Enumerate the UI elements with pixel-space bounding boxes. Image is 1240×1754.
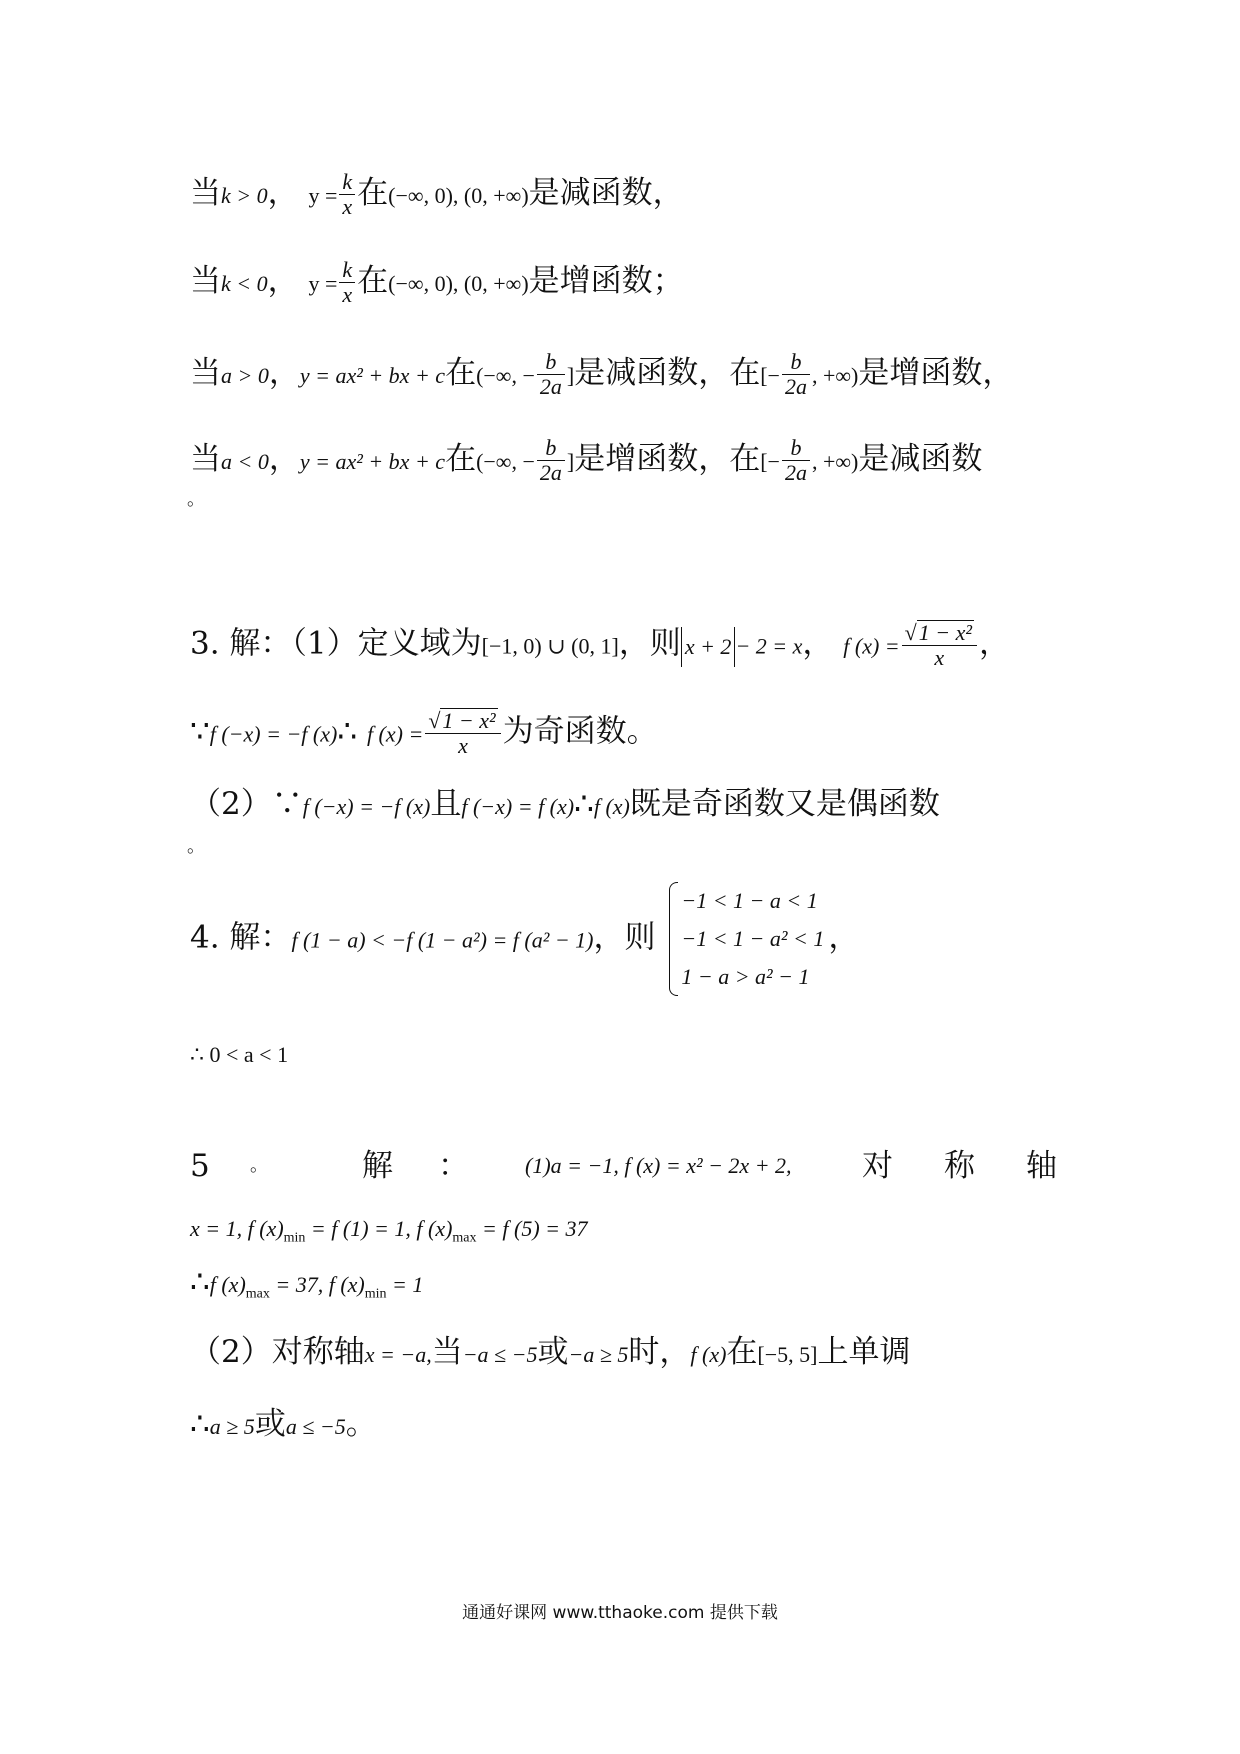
text-mid: 是增函数，在 — [574, 441, 761, 477]
p3-label: 3. 解：（1）定义域为 — [190, 625, 482, 662]
fraction-b-2a — [782, 436, 810, 485]
fraction-sqrt — [425, 708, 500, 758]
abs-tail: − 2 = x — [735, 633, 803, 659]
frac-num: b — [537, 350, 565, 375]
text-dang: 当 — [190, 355, 221, 391]
system-row: −1 < 1 − a < 1 — [681, 888, 818, 913]
frac-num: b — [782, 350, 810, 375]
text-or: 或 — [537, 1334, 569, 1370]
problem-5-answer — [190, 1404, 377, 1447]
text-or: 或 — [254, 1406, 286, 1442]
therefore-symbol: ∴ — [337, 713, 358, 750]
text-when: 当 — [431, 1334, 463, 1370]
fx: f (x) — [593, 794, 630, 819]
cond2: −a ≥ 5 — [568, 1342, 629, 1367]
p4-label: 4. 解： — [190, 919, 292, 956]
text-tail: 是增函数； — [528, 263, 684, 299]
sqrt-content: 1 − x² — [918, 620, 972, 645]
domain: (−∞, 0), (0, +∞) — [388, 183, 529, 208]
inequality-system — [669, 882, 824, 996]
p5-dot: 。 — [250, 1155, 268, 1176]
f-lhs: f (x) = — [366, 721, 424, 747]
therefore-symbol: ∴ — [574, 786, 594, 822]
frac-num: k — [339, 258, 355, 283]
text-time: 时， — [628, 1334, 691, 1370]
domain: (−∞, 0), (0, +∞) — [388, 271, 529, 296]
text-zai: 在 — [357, 263, 389, 299]
text-tail: 上单调 — [817, 1334, 911, 1370]
comma: ， — [802, 625, 834, 662]
eq1: f (−x) = −f (x) — [302, 794, 431, 819]
interval: [−5, 5] — [757, 1342, 818, 1367]
fx: f (x) — [690, 1342, 727, 1367]
char-dui: 对 — [862, 1148, 893, 1184]
interval-right: , +∞) — [811, 363, 859, 388]
quadratic: y = ax² + bx + c — [299, 449, 446, 474]
p5-colon: ： — [438, 1148, 469, 1184]
text-tail: 是减函数， — [528, 175, 684, 211]
p5-num: 5 — [190, 1148, 210, 1184]
interval-left: [− — [760, 363, 780, 388]
frac-den: 2a — [539, 374, 562, 399]
expr-part: x = 1, f (x) — [190, 1216, 284, 1241]
comma: ， — [978, 625, 1010, 662]
comma: ， — [828, 919, 860, 956]
cond1: −a ≤ −5 — [462, 1342, 538, 1367]
frac-den: 2a — [784, 374, 807, 399]
text-then: ，则 — [593, 919, 656, 956]
f-lhs: f (x) = — [843, 633, 900, 659]
p4-ineq: f (1 − a) < −f (1 − a²) = f (a² − 1) — [291, 927, 594, 953]
text-tail: 是减函数 — [858, 441, 983, 477]
text-tail: 是增函数， — [858, 355, 1014, 391]
interval-left: (−∞, − — [476, 363, 535, 388]
p5-expr: (1)a = −1, f (x) = x² − 2x + 2, — [525, 1153, 792, 1178]
expr-part: f (x) — [209, 1272, 246, 1297]
frac-num: b — [537, 436, 565, 461]
text-mid: 是减函数，在 — [574, 355, 761, 391]
text-then: ，则 — [618, 625, 681, 662]
subscript: max — [452, 1230, 477, 1246]
text-zai: 在 — [357, 175, 389, 211]
frac-num: b — [782, 436, 810, 461]
frac-den: x — [458, 733, 468, 758]
subscript: max — [245, 1286, 270, 1302]
end-mark: 。 — [345, 1406, 377, 1442]
fraction-k-x — [339, 258, 355, 307]
expr-part: = f (5) = 37 — [476, 1216, 588, 1241]
subscript: min — [283, 1230, 306, 1246]
p3-part2-label: （2）∵ — [190, 786, 303, 822]
frac-num: √1 − x² — [425, 708, 500, 734]
since-symbol: ∵ — [190, 713, 210, 750]
line-a-positive — [190, 350, 1013, 399]
interval-right: ] — [566, 449, 575, 474]
comma: ， — [267, 263, 299, 299]
p5-minmax — [190, 1216, 588, 1246]
cond2: a ≤ −5 — [285, 1414, 346, 1439]
cond1: a ≥ 5 — [209, 1414, 255, 1439]
interval-right: ] — [566, 363, 575, 388]
odd-eq: f (−x) = −f (x) — [209, 721, 338, 747]
text-dang: 当 — [190, 263, 221, 299]
p5-part2-label: （2）对称轴 — [190, 1334, 365, 1370]
interval-left: (−∞, − — [476, 449, 535, 474]
text-tail: 既是奇函数又是偶函数 — [629, 786, 940, 822]
end-mark: 。 — [187, 836, 205, 857]
p5-jie: 解 — [362, 1148, 393, 1184]
fraction-b-2a — [782, 350, 810, 399]
fraction-sqrt — [902, 620, 977, 670]
char-zhou: 轴 — [1026, 1148, 1057, 1184]
char-cheng: 称 — [944, 1148, 975, 1184]
cond-a: a > 0 — [221, 363, 269, 388]
frac-den: x — [934, 645, 945, 670]
line-k-positive — [190, 170, 684, 219]
problem-5-line2 — [190, 1206, 588, 1258]
quadratic: y = ax² + bx + c — [299, 363, 446, 388]
frac-num: k — [339, 170, 355, 195]
frac-den: 2a — [539, 460, 562, 485]
sqrt-content: 1 − x² — [442, 708, 496, 733]
problem-3-line2 — [190, 708, 658, 758]
frac-num: √1 − x² — [902, 620, 977, 646]
p5-result — [209, 1272, 424, 1302]
comma: ， — [268, 355, 300, 391]
frac-den: x — [342, 194, 353, 219]
problem-4-answer — [190, 1032, 288, 1075]
text-zai: 在 — [726, 1334, 758, 1370]
problem-4-line1 — [190, 882, 859, 996]
fraction-k-x — [339, 170, 355, 219]
end-mark: 。 — [187, 489, 205, 510]
abs-expr: x + 2 — [681, 627, 736, 667]
text-zai: 在 — [445, 355, 477, 391]
footer-source: 通通好课网 www.tthaoke.com 提供下载 — [462, 1603, 778, 1623]
cond-a: a < 0 — [221, 449, 269, 474]
line-k-negative — [190, 258, 684, 307]
text-dang: 当 — [190, 441, 221, 477]
brace — [669, 882, 678, 996]
cond-k: k < 0 — [221, 271, 268, 296]
problem-5-line3 — [190, 1262, 423, 1314]
interval-right: , +∞) — [811, 449, 859, 474]
fraction-b-2a — [537, 350, 565, 399]
subscript: min — [364, 1286, 387, 1302]
comma: ， — [268, 441, 300, 477]
cond-k: k > 0 — [221, 183, 268, 208]
interval-left: [− — [760, 449, 780, 474]
text-tail: 为奇函数。 — [502, 713, 658, 750]
text-dang: 当 — [190, 175, 221, 211]
problem-3-part2 — [190, 784, 940, 827]
expr-part: = 1 — [386, 1272, 424, 1297]
text-and: 且 — [430, 786, 462, 822]
text-zai: 在 — [445, 441, 477, 477]
therefore-symbol: ∴ — [190, 1264, 210, 1300]
p3-domain: [−1, 0) ∪ (0, 1] — [481, 633, 619, 659]
y-eq: y = — [308, 271, 338, 296]
fraction-b-2a — [537, 436, 565, 485]
system-row: 1 − a > a² − 1 — [681, 964, 810, 989]
frac-den: 2a — [784, 460, 807, 485]
expr-part: = f (1) = 1, f (x) — [305, 1216, 453, 1241]
problem-5-part2 — [190, 1332, 910, 1375]
system-row: −1 < 1 − a² < 1 — [681, 926, 825, 951]
eq2: f (−x) = f (x) — [461, 794, 575, 819]
therefore-symbol: ∴ — [190, 1406, 210, 1442]
expr-part: = 37, f (x) — [269, 1272, 365, 1297]
frac-den: x — [342, 282, 353, 307]
p4-answer: ∴ 0 < a < 1 — [190, 1042, 289, 1067]
line-a-negative — [190, 436, 982, 485]
axis-expr: x = −a, — [364, 1342, 432, 1367]
problem-3-line1 — [190, 620, 1010, 670]
comma: ， — [267, 175, 299, 211]
y-eq: y = — [308, 183, 338, 208]
